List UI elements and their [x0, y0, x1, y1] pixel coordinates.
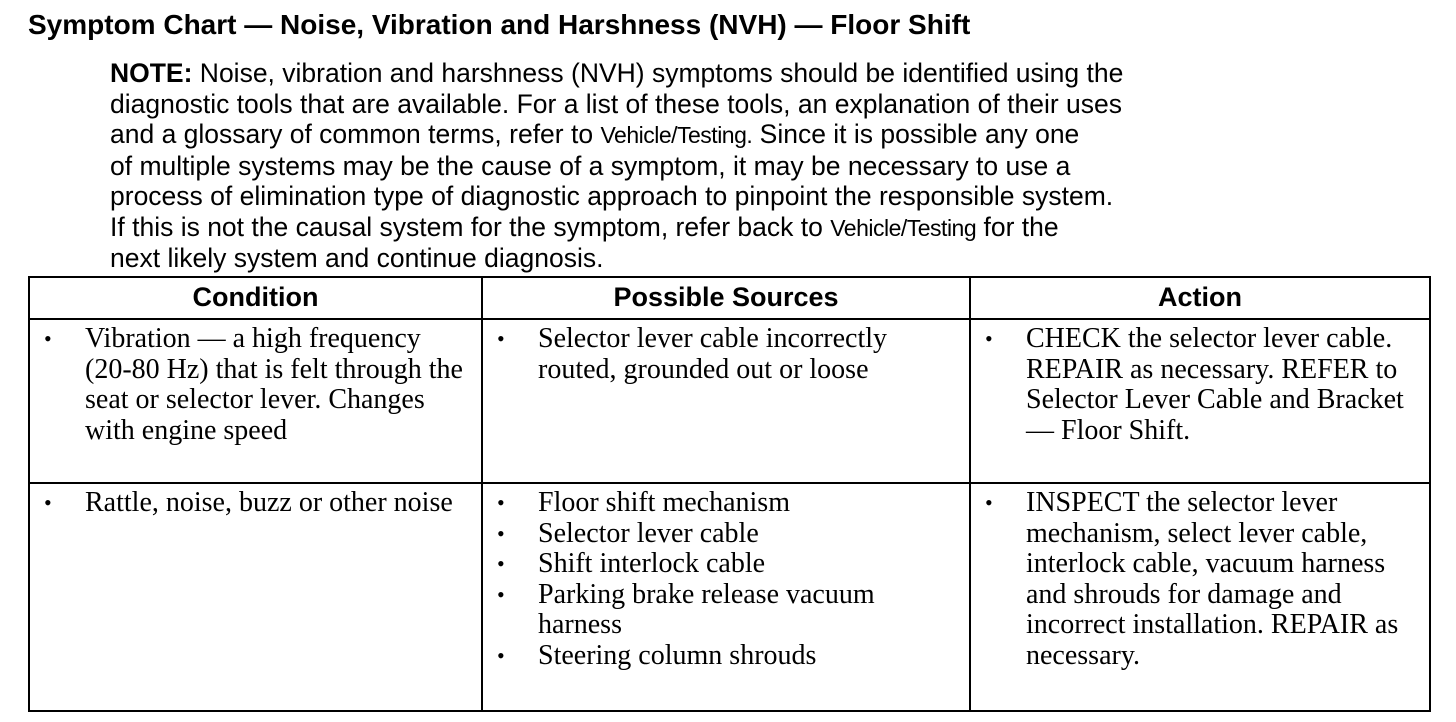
- note-line: [110, 212, 1340, 244]
- list-item: • Selector lever cable: [497, 517, 759, 549]
- note-text: diagnostic tools that are available. For a list of these tools, an explanation of their uses: [110, 88, 1123, 119]
- action-list: [971, 484, 1429, 671]
- table-row: [29, 483, 1430, 711]
- note-line: [110, 119, 1340, 151]
- bullet-icon: •: [497, 642, 505, 668]
- condition-cell: [29, 319, 482, 483]
- list-item: • Parking brake release vacuum harness: [497, 578, 875, 640]
- condition-list: [30, 320, 481, 446]
- page-title: Symptom Chart — Noise, Vibration and Harshness (NVH) — Floor Shift: [28, 9, 971, 40]
- note-line: [110, 181, 1340, 212]
- bullet-icon: •: [497, 581, 505, 607]
- note-paragraph: [110, 58, 1340, 274]
- bullet-icon: •: [44, 490, 52, 515]
- action-cell: [970, 483, 1430, 711]
- note-text: for the: [976, 211, 1059, 242]
- condition-cell: [29, 483, 482, 711]
- list-item: • Shift interlock cable: [497, 548, 766, 579]
- note-label: NOTE:: [110, 58, 193, 88]
- symptom-table: [28, 276, 1431, 712]
- list-item: • INSPECT the selector lever mechanism, select lever cable, interlock cable, vacuum harness and shrouds for damage and incorrect installation. REPAIR as necessary.: [985, 487, 1399, 671]
- list-item: • Vibration — a high frequency (20-80 Hz) that is felt through the seat or selector lever. Changes with engine speed: [44, 323, 463, 446]
- list-item: • Floor shift mechanism: [497, 487, 790, 518]
- header-condition: Condition: [29, 277, 482, 319]
- vehicle-testing-reference: Vehicle/Testing.: [600, 122, 753, 148]
- note-text: Since it is possible any one: [752, 119, 1080, 149]
- list-item: • Selector lever cable incorrectly routed, grounded out or loose: [497, 323, 888, 385]
- note-text: If this is not the causal system for the symptom, refer back to: [110, 211, 831, 242]
- possible-sources-cell: [482, 483, 970, 711]
- bullet-icon: •: [497, 551, 505, 576]
- note-text: and a glossary of common terms, refer to: [110, 119, 601, 149]
- table-header-row: [29, 277, 1430, 319]
- bullet-icon: •: [985, 326, 993, 351]
- possible-sources-cell: [482, 319, 970, 483]
- note-text: of multiple systems may be the cause of a symptom, it may be necessary to use a: [110, 150, 1071, 181]
- action-list: [971, 320, 1429, 446]
- bullet-icon: •: [497, 520, 505, 546]
- list-item: • CHECK the selector lever cable. REPAIR as necessary. REFER to Selector Lever Cable and Bracket — Floor Shift.: [985, 323, 1404, 446]
- note-line: [110, 58, 1340, 89]
- note-text: Noise, vibration and harshness (NVH) symptoms should be identified using the: [192, 58, 1124, 88]
- bullet-icon: •: [44, 326, 52, 351]
- note-text: process of elimination type of diagnostic approach to pinpoint the responsible system.: [110, 181, 1114, 211]
- header-possible-sources: Possible Sources: [482, 277, 970, 319]
- list-item: • Rattle, noise, buzz or other noise: [44, 487, 453, 518]
- note-line: [110, 89, 1340, 120]
- sources-list: [483, 320, 969, 385]
- header-action: Action: [970, 277, 1430, 319]
- condition-list: [30, 484, 481, 519]
- table-row: [29, 319, 1430, 483]
- vehicle-testing-reference: Vehicle/Testing: [830, 214, 977, 241]
- note-line: [110, 243, 1340, 274]
- bullet-icon: •: [497, 490, 505, 515]
- note-line: [110, 151, 1340, 182]
- bullet-icon: •: [985, 490, 993, 515]
- action-cell: [970, 319, 1430, 483]
- bullet-icon: •: [497, 326, 505, 351]
- list-item: • Steering column shrouds: [497, 639, 817, 671]
- note-text: next likely system and continue diagnosis.: [110, 243, 604, 273]
- sources-list: [483, 484, 969, 671]
